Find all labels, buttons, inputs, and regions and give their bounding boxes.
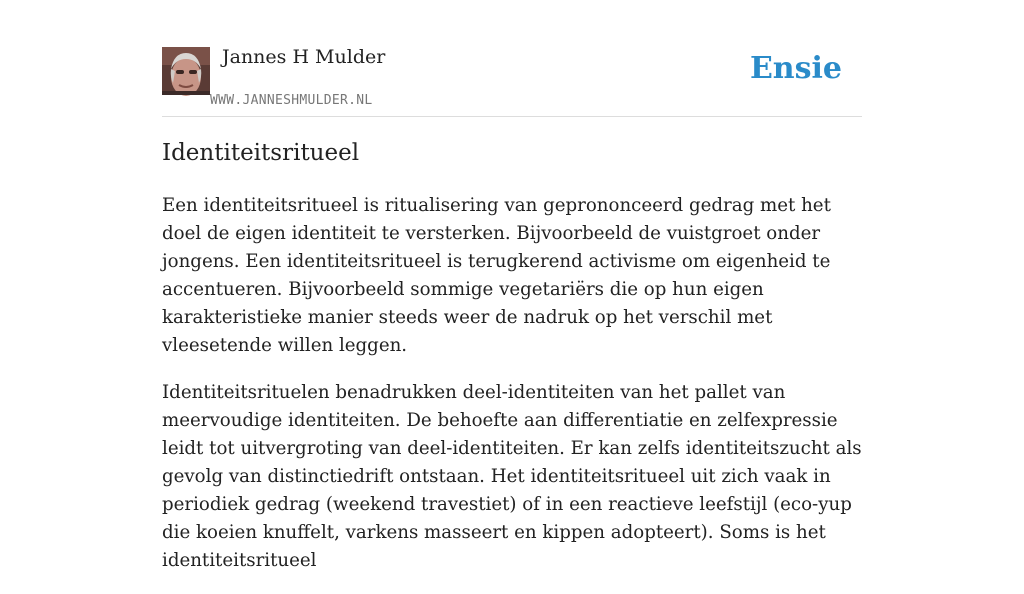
author-name[interactable]: Jannes H Mulder [222, 46, 386, 68]
brand-logo-link[interactable]: Ensie [749, 51, 842, 86]
article-paragraph: Identiteitsrituelen benadrukken deel-identiteiten van het pallet van meervoudige identiteiten. De behoefte aan differentiatie en zelfexpressie leidt tot uitvergroting van deel-identiteiten. Er kan zelfs identiteitszucht als gevolg van distinctiedrift ontstaan. Het identiteitsritueel uit zich vaak in periodiek gedrag (weekend travestiet) of in een reactieve leefstijl (eco-yup die koeien knuffelt, varkens masseert en kippen adopteert). Soms is het identiteitsritueel [162, 382, 862, 571]
article-paragraph: Een identiteitsritueel is ritualisering van geprononceerd gedrag met het doel de eigen identiteit te versterken. Bijvoorbeeld de vuistgroet onder jongens. Een identiteitsritueel is terugkerend activisme om eigenheid te accentueren. Bijvoorbeeld sommige vegetariërs die op hun eigen karakteristieke manier steeds weer de nadruk op het verschil met vleesetende willen leggen. [162, 195, 831, 356]
header [162, 0, 862, 117]
author-website-link[interactable]: WWW.JANNESHMULDER.NL [210, 93, 373, 108]
article-body [162, 192, 862, 594]
article-title: Identiteitsritueel [162, 140, 360, 166]
author-avatar[interactable] [162, 47, 210, 95]
avatar-photo [162, 47, 210, 95]
